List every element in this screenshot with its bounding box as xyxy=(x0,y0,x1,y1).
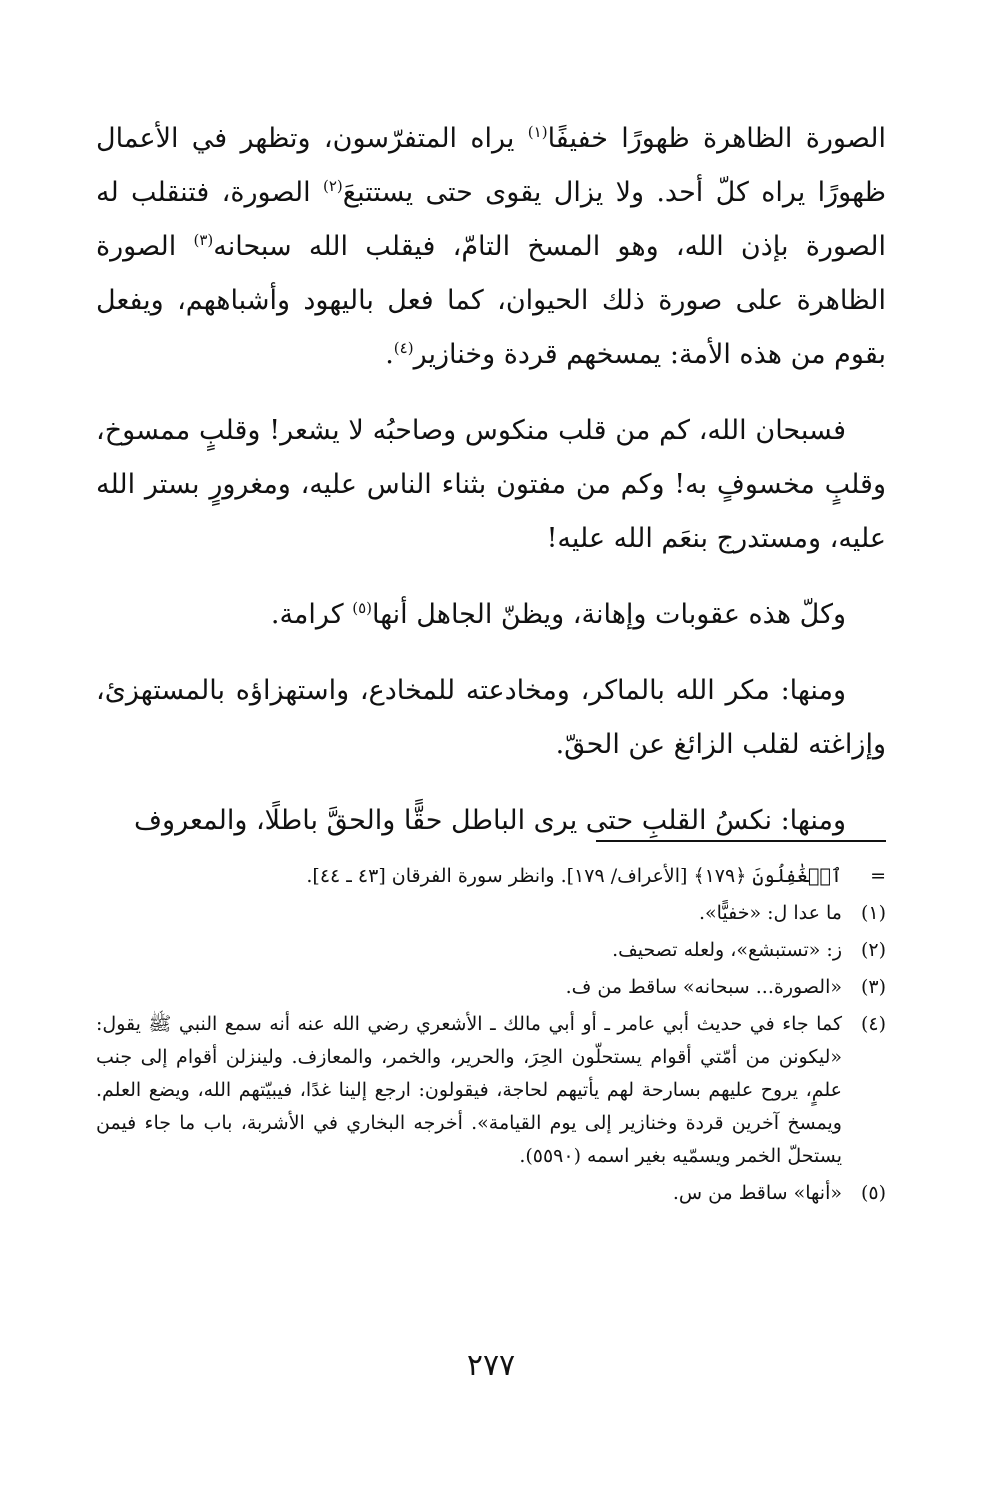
paragraph-4: ومنها: مكر الله بالماكر، ومخادعته للمخادع، واستهزاؤه بالمستهزئ، وإزاغته لقلب الزائغ عن الحقّ. xyxy=(96,675,886,760)
p3-text-a: وكلّ هذه عقوبات وإهانة، ويظنّ الجاهل أنها xyxy=(372,599,846,630)
footnote-ref-5: (٥) xyxy=(352,599,372,617)
paragraph-3 xyxy=(96,588,886,642)
p1-text-e: . xyxy=(385,339,394,370)
p1-text-c: الصورة، فتنقلب له الصورة بإذن الله، وهو المسخ التامّ، فيقلب الله سبحانه xyxy=(96,177,886,262)
footnote-2 xyxy=(96,934,886,967)
paragraph-2: فسبحان الله، كم من قلب منكوس وصاحبُه لا يشعر! وقلبٍ ممسوخ، وقلبٍ مخسوفٍ به! وكم من مفتون بثناء الناس عليه، ومغرورٍ بستر الله عليه، ومستدرج بنعَم الله عليه! xyxy=(96,415,886,554)
footnote-ref-2: (٢) xyxy=(322,177,343,195)
footnote-continuation-marker: = xyxy=(870,865,886,887)
main-text xyxy=(96,112,886,870)
p1-text-a: الصورة الظاهرة ظهورًا خفيفًا xyxy=(547,123,887,154)
footnote-3-text: «الصورة... سبحانه» ساقط من ف. xyxy=(565,976,842,998)
footnote-2-text: ز: «تستبشع»، ولعله تصحيف. xyxy=(612,939,842,961)
footnote-5-text: «أنها» ساقط من س. xyxy=(672,1182,842,1204)
footnote-ref-1: (١) xyxy=(527,123,548,141)
footnotes xyxy=(96,860,886,1214)
footnote-continuation xyxy=(96,860,886,893)
footnote-ref-4: (٤) xyxy=(393,339,414,357)
footnote-5 xyxy=(96,1177,886,1210)
footnote-3-number: (٣) xyxy=(860,976,886,998)
footnote-separator xyxy=(596,840,886,842)
footnote-ref-3: (٣) xyxy=(193,231,214,249)
footnote-3 xyxy=(96,971,886,1004)
footnote-4 xyxy=(96,1008,886,1173)
footnote-1 xyxy=(96,897,886,930)
paragraph-1 xyxy=(96,112,886,382)
footnote-1-text: ما عدا ل: «خفيًّا». xyxy=(698,902,842,924)
footnote-continuation-text: ٱلۡغَٰفِلُونَ ﴿١٧٩﴾ [الأعراف/ ١٧٩]. وانظر سورة الفرقان [٤٣ ـ ٤٤]. xyxy=(306,865,842,887)
p1-text-d: الصورة الظاهرة على صورة ذلك الحيوان، كما فعل باليهود وأشباههم، ويفعل بقوم من هذه الأمة: يمسخهم قردة وخنازير xyxy=(96,231,886,370)
footnote-5-number: (٥) xyxy=(860,1182,886,1204)
footnote-2-number: (٢) xyxy=(860,939,886,961)
p1-text-b: يراه المتفرّسون، وتظهر في الأعمال ظهورًا يراه كلّ أحد. ولا يزال يقوى حتى يستتبعَ xyxy=(96,123,887,208)
p3-text-b: كرامة. xyxy=(270,599,353,630)
footnote-4-text: كما جاء في حديث أبي عامر ـ أو أبي مالك ـ الأشعري رضي الله عنه أنه سمع النبي ﷺ يقول: «ليكونن من أمّتي أقوام يستحلّون الحِرَ، والحرير، والخمر، والمعازف. ولينزلن أقوام إلى جنب علمٍ، يروح عليهم بسارحة لهم يأتيهم لحاجة، فيقولون: ارجع إلينا غدًا، فيبيّتهم الله، ويضع العلم. ويمسخ آخرين قردة وخنازير إلى يوم القيامة». أخرجه البخاري في الأشربة، باب ما جاء فيمن يستحلّ الخمر ويسمّيه بغير اسمه (٥٥٩٠). xyxy=(96,1013,842,1167)
page-number: ٢٧٧ xyxy=(466,1348,516,1383)
footnote-4-number: (٤) xyxy=(860,1013,886,1035)
paragraph-5: ومنها: نكسُ القلبِ حتى يرى الباطل حقًّا والحقَّ باطلًا، والمعروف xyxy=(134,805,846,836)
footnote-1-number: (١) xyxy=(860,902,886,924)
